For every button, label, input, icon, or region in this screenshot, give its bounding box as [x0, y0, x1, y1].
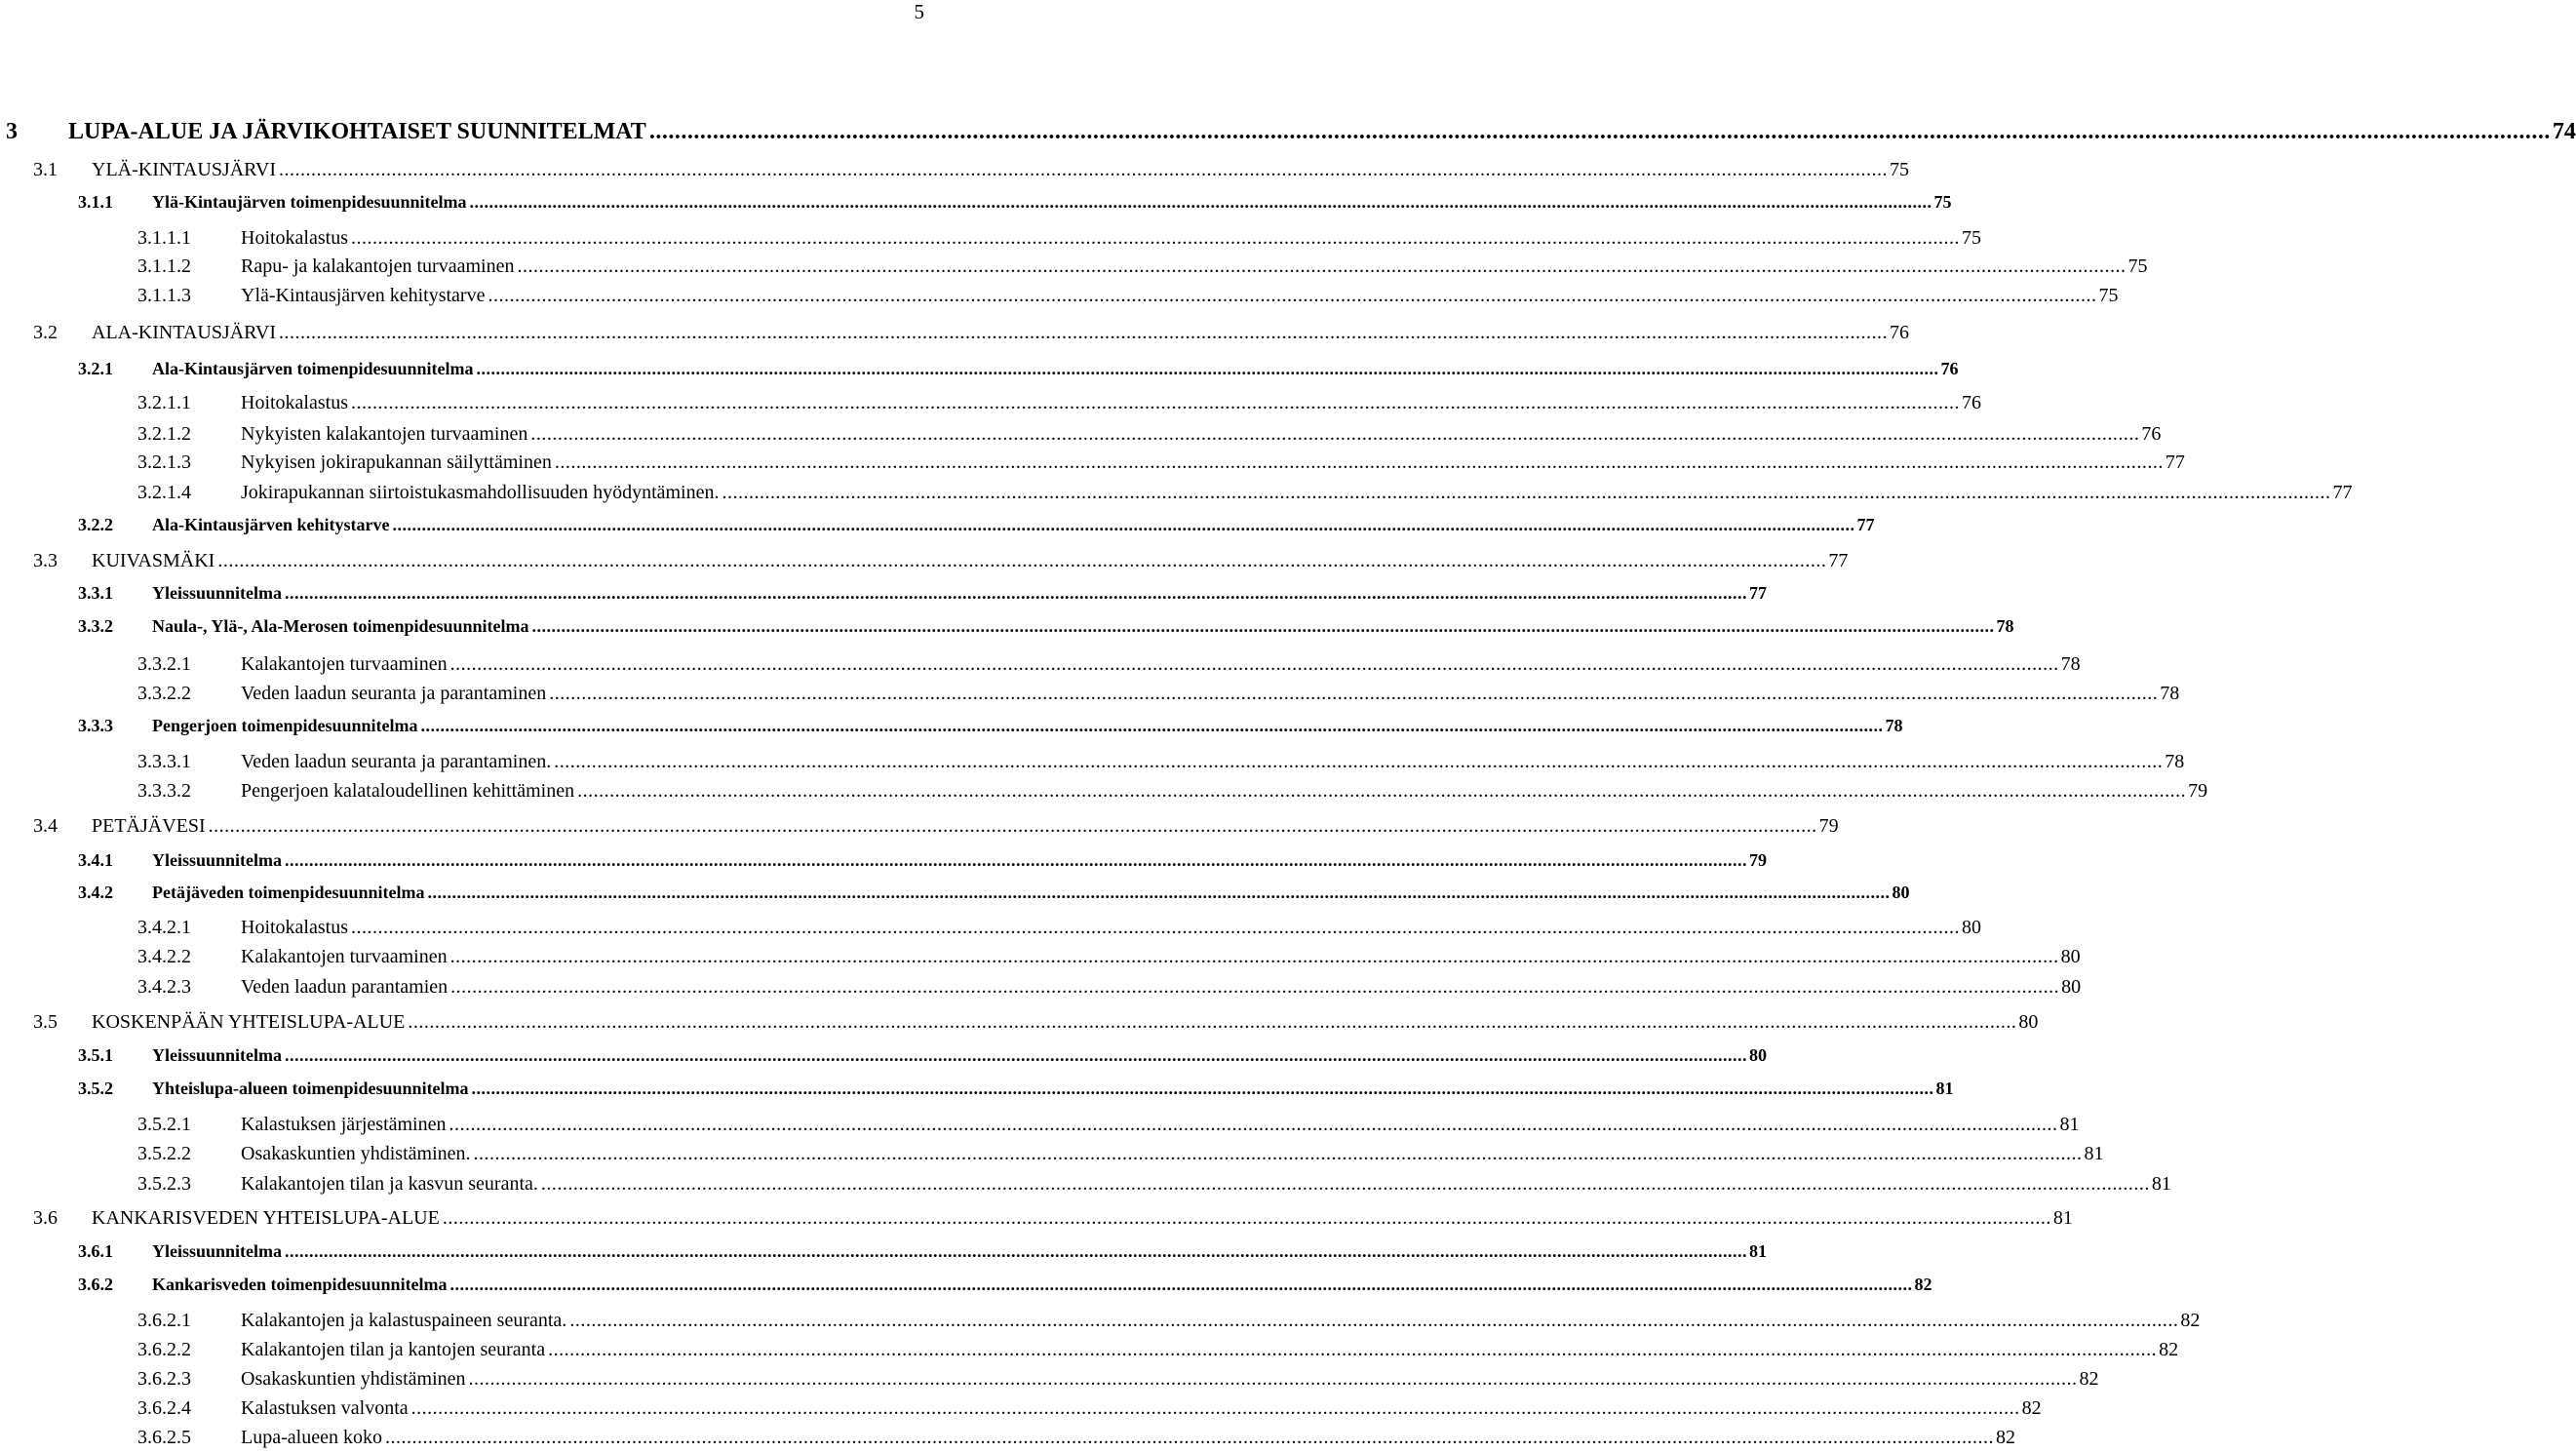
toc-dot-leader: ............................................................................................................................................................................................................................................................................................................	[517, 255, 2127, 277]
toc-dot-leader: ............................................................................................................................................................................................................................................................................................................	[279, 159, 1889, 180]
toc-dot-leader: ............................................................................................................................................................................................................................................................................................................	[577, 780, 2187, 802]
toc-entry-title: Ala-Kintausjärven kehitystarve	[152, 515, 390, 534]
toc-entry-title: LUPA-ALUE JA JÄRVIKOHTAISET SUUNNITELMAT	[68, 119, 646, 144]
toc-dot-leader: ............................................................................................................................................................................................................................................................................................................	[442, 1207, 2051, 1229]
toc-entry[interactable]	[0, 1339, 2179, 1364]
toc-entry-number: 3.3.3.2	[137, 780, 191, 802]
toc-dot-leader: ............................................................................................................................................................................................................................................................................................................	[476, 359, 1939, 378]
toc-entry-number: 3.2.1.4	[137, 482, 191, 503]
toc-entry-page: 78	[2060, 653, 2081, 675]
toc-entry-title: Pengerjoen kalataloudellinen kehittäminen	[241, 780, 575, 802]
toc-entry-page: 75	[2098, 285, 2119, 306]
toc-entry[interactable]	[0, 1079, 1954, 1104]
toc-entry-title: Ala-Kintausjärven toimenpidesuunnitelma	[152, 359, 474, 378]
toc-entry-title: Yleissuunnitelma	[152, 583, 283, 603]
toc-entry-title: Lupa-alueen koko	[241, 1427, 382, 1448]
toc-entry[interactable]	[0, 192, 1952, 217]
toc-entry-number: 3.4.1	[78, 850, 113, 870]
toc-dot-leader: ............................................................................................................................................................................................................................................................................................................	[351, 227, 1960, 249]
toc-entry[interactable]	[0, 716, 1903, 741]
toc-entry-number: 3.5	[33, 1011, 58, 1033]
toc-entry-title: Veden laadun seuranta ja parantaminen.	[241, 751, 552, 772]
toc-entry-page: 81	[1935, 1079, 1954, 1098]
toc-entry-number: 3.5.2.2	[137, 1143, 191, 1164]
toc-entry-page: 82	[2021, 1397, 2042, 1419]
toc-entry-title: Kalakantojen tilan ja kantojen seuranta	[241, 1339, 546, 1360]
toc-entry-title: Kalakantojen turvaaminen	[241, 653, 448, 675]
toc-dot-leader: ............................................................................................................................................................................................................................................................................................................	[548, 1339, 2158, 1360]
toc-entry[interactable]	[0, 583, 1768, 609]
toc-entry-number: 3.3	[33, 550, 58, 571]
toc-entry[interactable]	[0, 976, 2082, 1001]
toc-entry-number: 3.3.1	[78, 583, 113, 603]
toc-entry-page: 81	[2151, 1173, 2171, 1195]
toc-entry-page: 78	[2165, 751, 2185, 772]
toc-dot-leader: ............................................................................................................................................................................................................................................................................................................	[469, 192, 1932, 212]
toc-entry-title: Jokirapukannan siirtoistukasmahdollisuuden hyödyntäminen.	[241, 482, 720, 503]
toc-entry-title: ALA-KINTAUSJÄRVI	[92, 322, 277, 343]
toc-dot-leader: ............................................................................................................................................................................................................................................................................................................	[384, 1427, 1994, 1448]
toc-dot-leader: ............................................................................................................................................................................................................................................................................................................	[648, 119, 2551, 144]
toc-entry-page: 77	[1856, 515, 1875, 534]
toc-entry-number: 3.6	[33, 1207, 58, 1229]
toc-entry-title: KANKARISVEDEN YHTEISLUPA-ALUE	[92, 1207, 440, 1229]
toc-entry-page: 76	[1890, 322, 1910, 343]
toc-entry-title: Veden laadun parantamien	[241, 976, 449, 998]
toc-entry-title: Yleissuunnitelma	[152, 1241, 283, 1261]
toc-entry-page: 82	[2079, 1368, 2099, 1390]
toc-dot-leader: ............................................................................................................................................................................................................................................................................................................	[408, 1011, 2017, 1033]
toc-entry-page: 78	[1996, 616, 2014, 636]
toc-dot-leader: ............................................................................................................................................................................................................................................................................................................	[554, 452, 2164, 473]
toc-entry-number: 3.4.2.2	[137, 946, 191, 967]
toc-dot-leader: ............................................................................................................................................................................................................................................................................................................	[450, 976, 2060, 998]
toc-entry-title: KOSKENPÄÄN YHTEISLUPA-ALUE	[92, 1011, 406, 1033]
toc-dot-leader: ............................................................................................................................................................................................................................................................................................................	[410, 1397, 2020, 1419]
toc-entry-page: 80	[1962, 917, 1981, 938]
toc-entry-number: 3.3.2.1	[137, 653, 191, 675]
page-number: 5	[914, 0, 924, 23]
toc-entry[interactable]	[0, 285, 2119, 310]
toc-entry[interactable]	[0, 850, 1768, 876]
toc-entry[interactable]	[0, 423, 2162, 449]
toc-entry[interactable]	[0, 1427, 2015, 1452]
toc-entry-title: Osakaskuntien yhdistäminen.	[241, 1143, 471, 1164]
toc-entry[interactable]	[0, 1241, 1768, 1267]
toc-entry-page: 81	[2052, 1207, 2073, 1229]
toc-entry[interactable]	[0, 1275, 1932, 1300]
toc-entry-title: Ylä-Kintaujärven toimenpidesuunnitelma	[152, 192, 467, 212]
toc-entry-number: 3.2.1.2	[137, 423, 191, 445]
toc-entry[interactable]	[0, 322, 1910, 347]
toc-entry-title: KUIVASMÄKI	[92, 550, 215, 571]
toc-dot-leader: ............................................................................................................................................................................................................................................................................................................	[468, 1368, 2078, 1390]
toc-entry-number: 3.2.2	[78, 515, 113, 534]
toc-entry-number: 3	[6, 119, 18, 144]
toc-entry[interactable]	[0, 1045, 1768, 1071]
toc-entry[interactable]	[0, 1368, 2099, 1394]
toc-entry[interactable]	[0, 452, 2185, 477]
toc-dot-leader: ............................................................................................................................................................................................................................................................................................................	[473, 1143, 2083, 1164]
toc-entry-page: 81	[1749, 1241, 1768, 1261]
toc-dot-leader: ............................................................................................................................................................................................................................................................................................................	[285, 1045, 1748, 1065]
toc-entry-number: 3.6.2	[78, 1275, 113, 1294]
toc-entry-number: 3.1.1.1	[137, 227, 191, 249]
toc-entry-number: 3.4	[33, 815, 58, 837]
toc-entry-number: 3.4.2	[78, 883, 113, 902]
toc-dot-leader: ............................................................................................................................................................................................................................................................................................................	[420, 716, 1884, 735]
toc-entry-number: 3.6.2.4	[137, 1397, 191, 1419]
toc-entry-number: 3.6.1	[78, 1241, 113, 1261]
toc-entry-number: 3.5.2.3	[137, 1173, 191, 1195]
toc-dot-leader: ............................................................................................................................................................................................................................................................................................................	[208, 815, 1817, 837]
toc-entry-page: 75	[1933, 192, 1952, 212]
toc-entry-title: Hoitokalastus	[241, 227, 348, 249]
toc-entry[interactable]	[0, 815, 1839, 841]
toc-dot-leader: ............................................................................................................................................................................................................................................................................................................	[549, 683, 2159, 704]
toc-entry-title: Petäjäveden toimenpidesuunnitelma	[152, 883, 425, 902]
toc-entry[interactable]	[0, 653, 2081, 679]
toc-entry-title: Rapu- ja kalakantojen turvaaminen	[241, 255, 515, 277]
toc-entry-page: 74	[2552, 119, 2576, 144]
toc-entry-number: 3.4.2.3	[137, 976, 191, 998]
toc-entry-title: Yhteislupa-alueen toimenpidesuunnitelma	[152, 1079, 469, 1098]
toc-entry-title: PETÄJÄVESI	[92, 815, 206, 837]
toc-entry-title: Kalastuksen järjestäminen	[241, 1114, 447, 1135]
toc-entry[interactable]	[0, 683, 2180, 708]
toc-entry[interactable]	[0, 1173, 2171, 1198]
toc-entry-page: 76	[1940, 359, 1959, 378]
toc-entry-number: 3.5.2.1	[137, 1114, 191, 1135]
toc-entry-page: 75	[1890, 159, 1910, 180]
toc-entry[interactable]	[0, 1397, 2042, 1423]
toc-entry-page: 80	[1892, 883, 1910, 902]
toc-entry[interactable]	[0, 917, 1981, 942]
toc-entry-number: 3.2.1.1	[137, 392, 191, 413]
toc-entry[interactable]	[0, 1114, 2080, 1139]
toc-entry-title: Hoitokalastus	[241, 392, 348, 413]
toc-entry-number: 3.1.1	[78, 192, 113, 212]
toc-entry-number: 3.3.3	[78, 716, 113, 735]
toc-dot-leader: ............................................................................................................................................................................................................................................................................................................	[722, 482, 2331, 503]
toc-entry-title: Kankarisveden toimenpidesuunnitelma	[152, 1275, 448, 1294]
toc-entry-number: 3.2	[33, 322, 58, 343]
toc-dot-leader: ............................................................................................................................................................................................................................................................................................................	[530, 423, 2140, 445]
toc-entry-number: 3.4.2.1	[137, 917, 191, 938]
toc-entry-number: 3.5.2	[78, 1079, 113, 1098]
toc-entry-page: 81	[2084, 1143, 2104, 1164]
toc-entry-title: Yleissuunnitelma	[152, 850, 283, 870]
toc-entry[interactable]	[0, 1011, 2039, 1037]
toc-dot-leader: ............................................................................................................................................................................................................................................................................................................	[392, 515, 1855, 534]
toc-entry-title: Yleissuunnitelma	[152, 1045, 283, 1065]
toc-entry-title: Kalakantojen turvaaminen	[241, 946, 448, 967]
toc-entry-title: Kalakantojen ja kalastuspaineen seuranta.	[241, 1310, 567, 1331]
toc-entry[interactable]	[0, 946, 2081, 971]
toc-entry-number: 3.2.1.3	[137, 452, 191, 473]
toc-entry-number: 3.2.1	[78, 359, 113, 378]
toc-dot-leader: ............................................................................................................................................................................................................................................................................................................	[449, 653, 2059, 675]
toc-entry-number: 3.5.1	[78, 1045, 113, 1065]
toc-dot-leader: ............................................................................................................................................................................................................................................................................................................	[351, 392, 1960, 413]
toc-entry[interactable]	[0, 515, 1875, 540]
toc-entry-page: 75	[1962, 227, 1981, 249]
toc-dot-leader: ............................................................................................................................................................................................................................................................................................................	[279, 322, 1889, 343]
toc-entry-page: 82	[1995, 1427, 2015, 1448]
toc-entry[interactable]	[0, 751, 2185, 776]
toc-entry-page: 76	[2141, 423, 2162, 445]
toc-entry-title: Nykyisen jokirapukannan säilyttäminen	[241, 452, 552, 473]
toc-dot-leader: ............................................................................................................................................................................................................................................................................................................	[427, 883, 1891, 902]
toc-entry-page: 79	[1818, 815, 1839, 837]
toc-entry-page: 75	[2127, 255, 2148, 277]
toc-entry[interactable]	[0, 1143, 2104, 1168]
toc-dot-leader: ............................................................................................................................................................................................................................................................................................................	[217, 550, 1827, 571]
toc-entry-number: 3.1.1.3	[137, 285, 191, 306]
toc-entry-page: 77	[1828, 550, 1849, 571]
toc-entry[interactable]	[0, 482, 2353, 507]
toc-entry-page: 79	[2188, 780, 2208, 802]
toc-entry-number: 3.3.3.1	[137, 751, 191, 772]
toc-dot-leader: ............................................................................................................................................................................................................................................................................................................	[540, 1173, 2150, 1195]
toc-entry-number: 3.1	[33, 159, 58, 180]
toc-entry-title: Kalastuksen valvonta	[241, 1397, 409, 1419]
toc-dot-leader: ............................................................................................................................................................................................................................................................................................................	[285, 1241, 1748, 1261]
toc-entry[interactable]	[0, 550, 1849, 575]
toc-entry[interactable]	[0, 159, 1910, 184]
toc-entry-page: 76	[1962, 392, 1981, 413]
toc-entry-page: 82	[2180, 1310, 2201, 1331]
toc-entry-page: 78	[1885, 716, 1903, 735]
toc-entry-title: Ylä-Kintausjärven kehitystarve	[241, 285, 486, 306]
toc-entry-page: 79	[1749, 850, 1768, 870]
toc-entry-page: 81	[2059, 1114, 2080, 1135]
toc-entry[interactable]	[0, 883, 1910, 908]
toc-dot-leader: ............................................................................................................................................................................................................................................................................................................	[488, 285, 2097, 306]
toc-entry-title: Nykyisten kalakantojen turvaaminen	[241, 423, 528, 445]
toc-entry-page: 80	[2018, 1011, 2039, 1033]
toc-entry-number: 3.1.1.2	[137, 255, 191, 277]
toc-entry-page: 77	[2332, 482, 2353, 503]
toc-dot-leader: ............................................................................................................................................................................................................................................................................................................	[569, 1310, 2179, 1331]
toc-entry-title: Veden laadun seuranta ja parantaminen	[241, 683, 547, 704]
toc-entry-number: 3.6.2.1	[137, 1310, 191, 1331]
toc-entry-number: 3.6.2.5	[137, 1427, 191, 1448]
toc-dot-leader: ............................................................................................................................................................................................................................................................................................................	[449, 1275, 1913, 1294]
toc-entry-number: 3.3.2.2	[137, 683, 191, 704]
toc-dot-leader: ............................................................................................................................................................................................................................................................................................................	[554, 751, 2164, 772]
toc-entry-page: 78	[2160, 683, 2180, 704]
toc-entry-title: Naula-, Ylä-, Ala-Merosen toimenpidesuunnitelma	[152, 616, 529, 636]
toc-entry[interactable]	[0, 227, 1981, 253]
toc-entry-title: Osakaskuntien yhdistäminen	[241, 1368, 466, 1390]
toc-entry[interactable]	[0, 359, 1959, 384]
toc-entry[interactable]	[0, 780, 2208, 805]
toc-dot-leader: ............................................................................................................................................................................................................................................................................................................	[285, 583, 1748, 603]
toc-entry[interactable]	[0, 1310, 2201, 1335]
toc-entry-page: 77	[1749, 583, 1768, 603]
toc-entry[interactable]	[0, 119, 2576, 144]
toc-dot-leader: ............................................................................................................................................................................................................................................................................................................	[449, 946, 2059, 967]
toc-entry-page: 82	[2159, 1339, 2179, 1360]
toc-entry-title: Hoitokalastus	[241, 917, 348, 938]
toc-entry-page: 80	[1749, 1045, 1768, 1065]
toc-dot-leader: ............................................................................................................................................................................................................................................................................................................	[531, 616, 1995, 636]
toc-entry[interactable]	[0, 392, 1981, 417]
toc-dot-leader: ............................................................................................................................................................................................................................................................................................................	[471, 1079, 1934, 1098]
toc-entry-page: 80	[2060, 946, 2081, 967]
toc-dot-leader: ............................................................................................................................................................................................................................................................................................................	[285, 850, 1748, 870]
toc-entry-number: 3.6.2.2	[137, 1339, 191, 1360]
toc-entry-title: YLÄ-KINTAUSJÄRVI	[92, 159, 277, 180]
toc-entry-number: 3.3.2	[78, 616, 113, 636]
toc-entry-title: Pengerjoen toimenpidesuunnitelma	[152, 716, 418, 735]
toc-dot-leader: ............................................................................................................................................................................................................................................................................................................	[449, 1114, 2058, 1135]
toc-entry-title: Kalakantojen tilan ja kasvun seuranta.	[241, 1173, 538, 1195]
toc-entry[interactable]	[0, 1207, 2073, 1233]
toc-entry-page: 82	[1914, 1275, 1932, 1294]
toc-entry-page: 77	[2165, 452, 2185, 473]
toc-entry[interactable]	[0, 255, 2148, 281]
toc-entry[interactable]	[0, 616, 2014, 642]
toc-entry-number: 3.6.2.3	[137, 1368, 191, 1390]
toc-dot-leader: ............................................................................................................................................................................................................................................................................................................	[351, 917, 1960, 938]
toc-entry-page: 80	[2061, 976, 2082, 998]
